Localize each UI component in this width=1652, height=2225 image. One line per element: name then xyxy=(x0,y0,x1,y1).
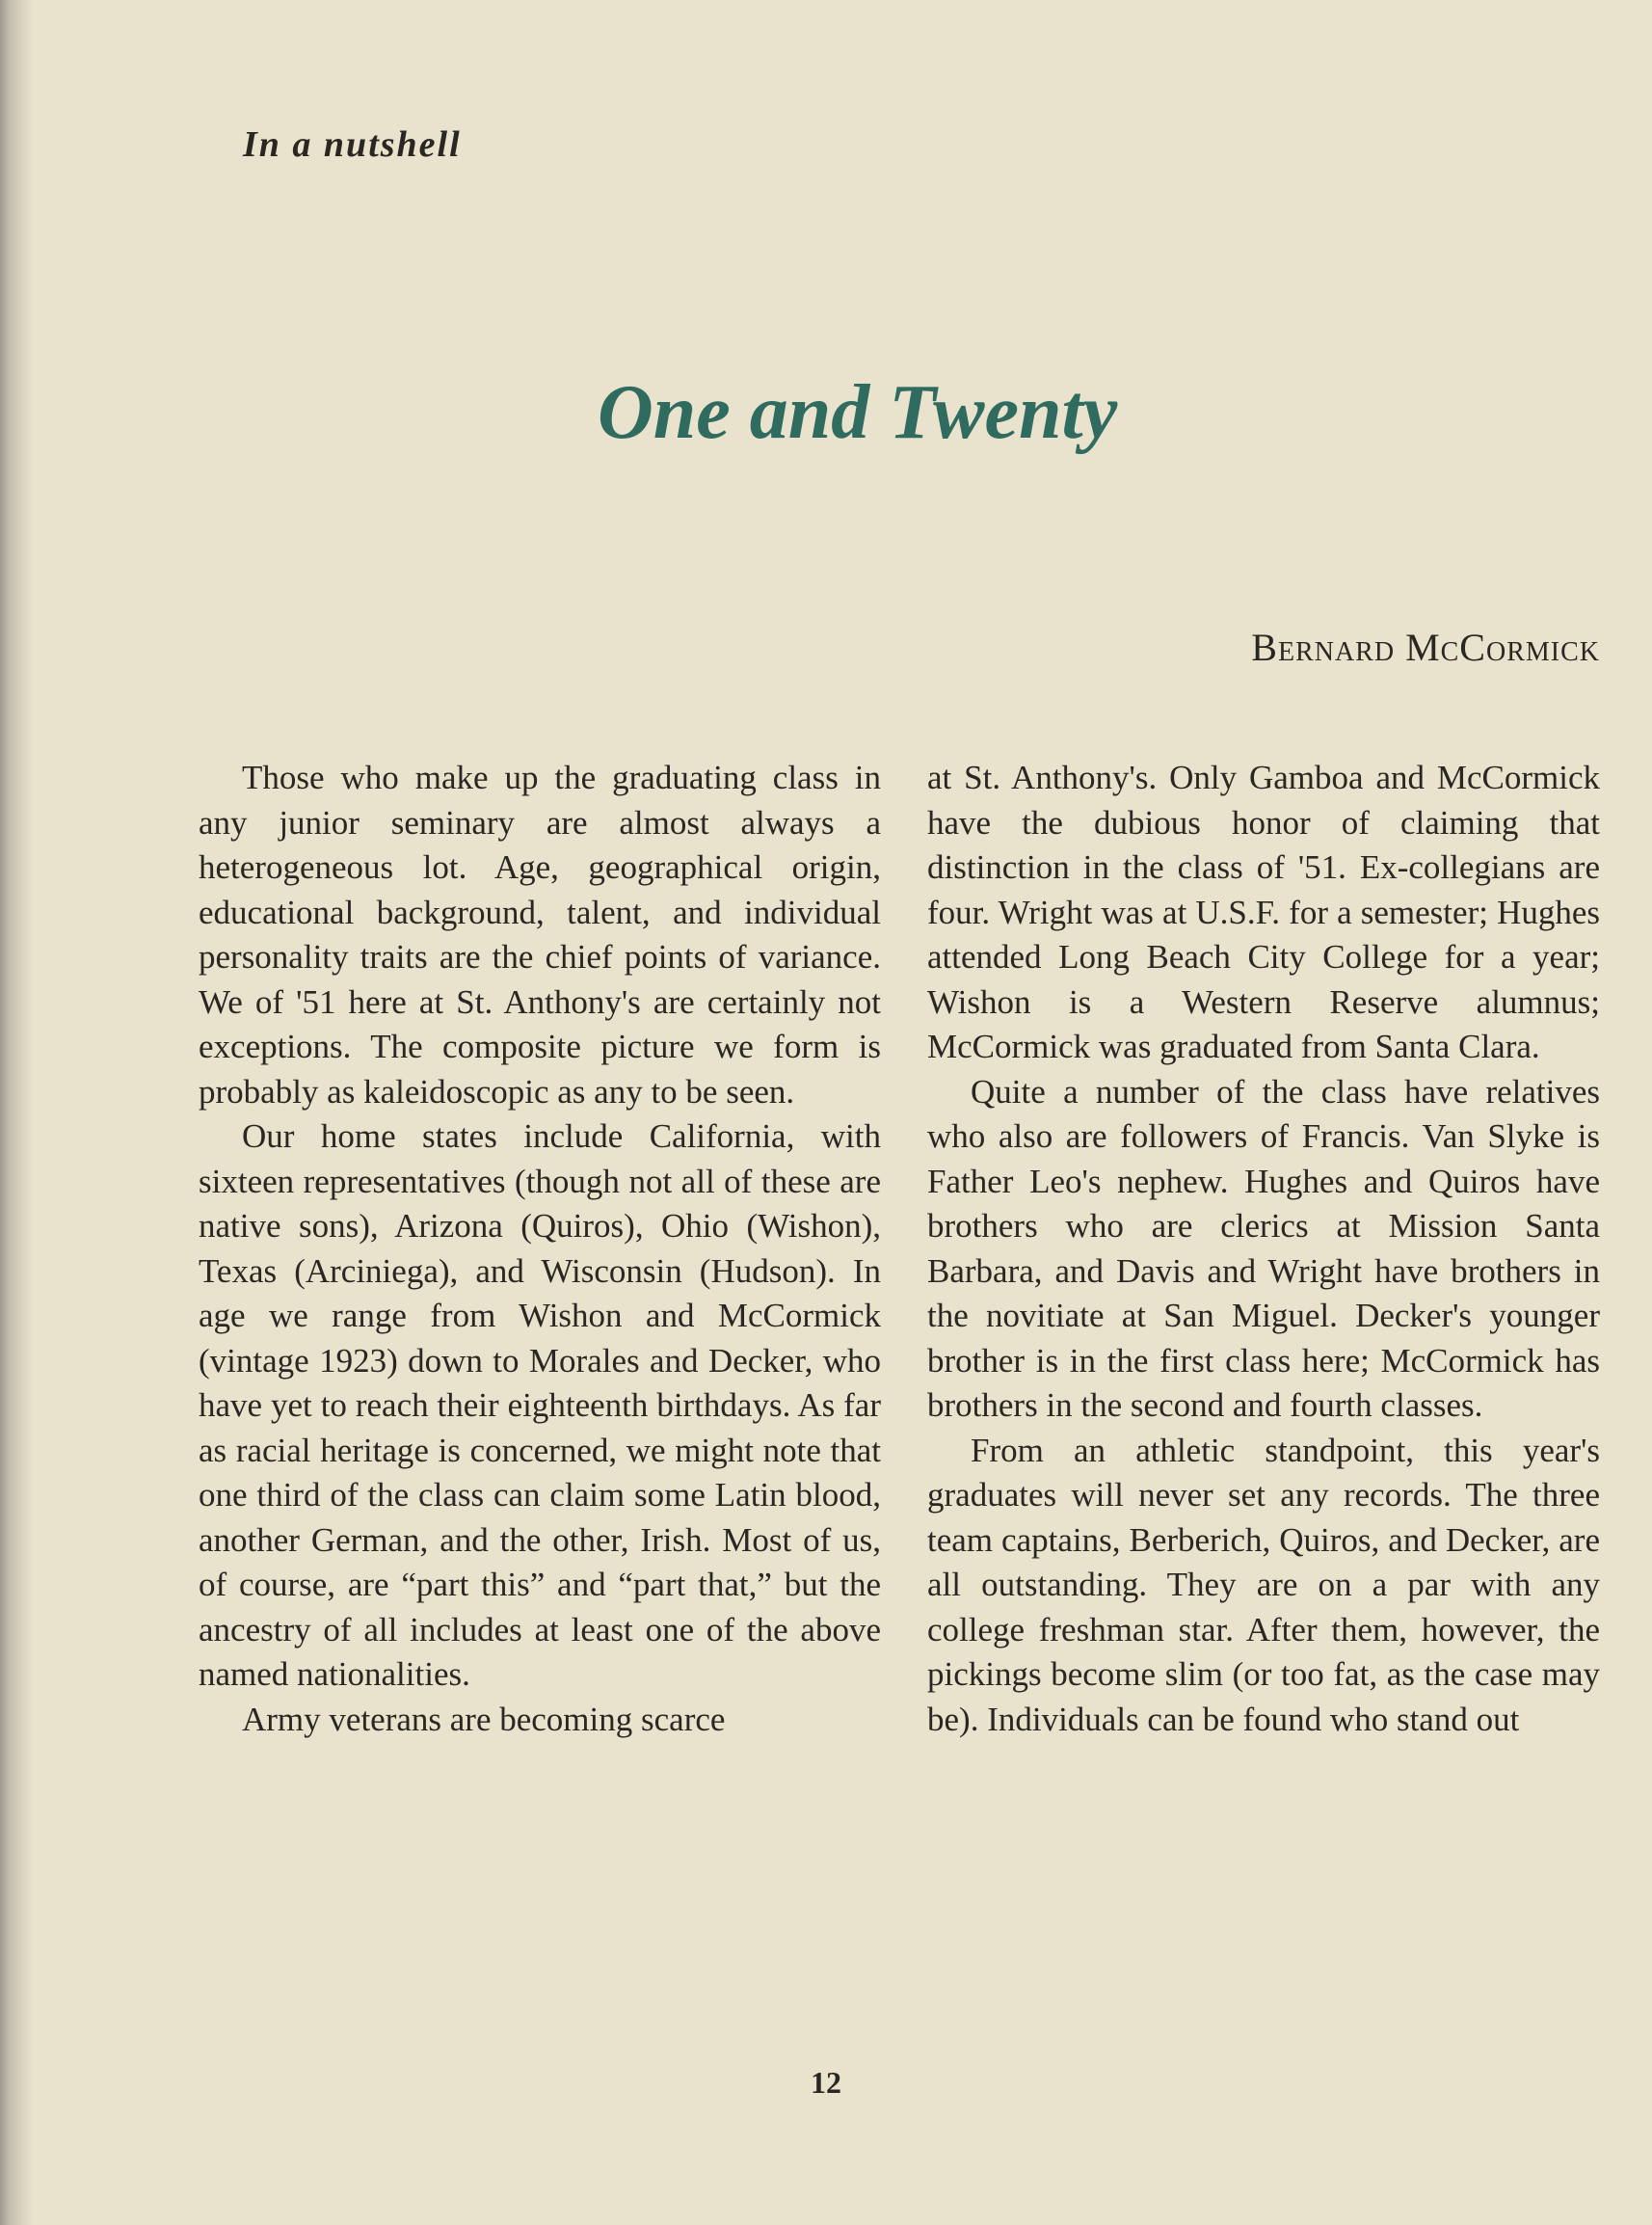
paragraph: Army veterans are becoming scarce xyxy=(242,1700,726,1738)
paragraph: Those who make up the graduating class in any junior seminary are almost always a heterogeneous lot. Age, geographical origin, educational background, talent, and individual personality traits are the chief points of variance. We of '51 here at St. Anthony's are certainly not exceptions. The composite picture we form is probably as kaleidoscopic as any to be seen. xyxy=(199,759,881,1111)
article-author: Bernard McCormick xyxy=(1251,626,1600,669)
paragraph: Our home states include California, with sixteen representatives (though not all of these are native sons), Arizona (Quiros), Ohio (Wishon), Texas (Arciniega), and Wisconsin (Hudson). In age we range from Wishon and McCormick (vintage 1923) down to Morales and Decker, who have yet to reach their eighteenth birthdays. As far as racial heritage is concerned, we might note that one third of the class can claim some Latin blood, another German, and the other, Irish. Most of us, of course, are “part this” and “part that,” but the ancestry of all includes at least one of the above named nationalities. xyxy=(199,1117,881,1693)
article-title: One and Twenty xyxy=(598,370,1118,455)
paragraph: From an athletic standpoint, this year's graduates will never set any records. The three team captains, Berberich, Quiros, and Decker, are all outstanding. They are on a par with any college freshman star. After them, however, the pickings become slim (or too fat, as the case may be). Individuals can be found who stand out xyxy=(927,1431,1600,1738)
binding-edge xyxy=(0,0,33,2225)
paragraph: Quite a number of the class have relatives who also are followers of Francis. Van Slyke is Father Leo's nephew. Hughes and Quiros have brothers who are clerics at Mission Santa Barbara, and Davis and Wright have brothers in the novitiate at San Miguel. Decker's younger brother is in the first class here; McCormick has brothers in the second and fourth classes. xyxy=(927,1072,1600,1424)
paragraph: at St. Anthony's. Only Gamboa and McCormick have the dubious honor of claiming that distinction in the class of '51. Ex-collegians are four. Wright was at U.S.F. for a semester; Hughes attended Long Beach City College for a year; Wishon is a Western Reserve alumnus; McCormick was graduated from Santa Clara. xyxy=(927,759,1600,1065)
section-kicker: In a nutshell xyxy=(243,124,462,165)
page-number: 12 xyxy=(811,2065,841,2100)
left-column xyxy=(199,756,881,1742)
right-column xyxy=(927,756,1600,1742)
